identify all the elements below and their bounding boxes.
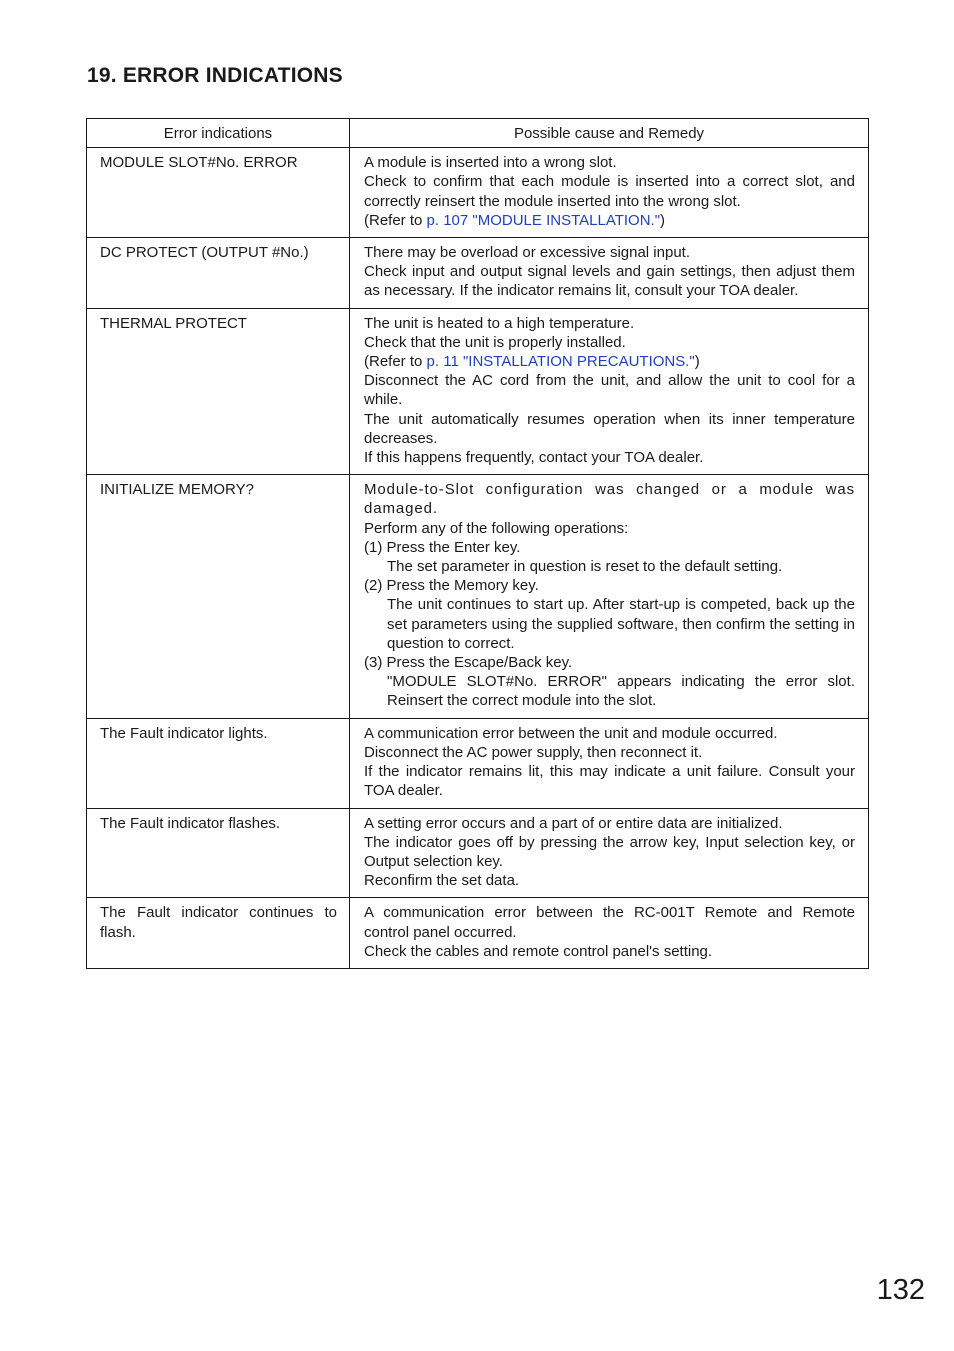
remedy-line: Check the cables and remote control panel's setting. [364,942,713,960]
remedy-line: The unit is heated to a high temperature. [364,314,635,332]
reference-line [364,352,855,371]
remedy [350,308,869,475]
remedy-line: Check input and output signal levels and gain settings, then adjust them as necessary. If the indicator remains lit, consult your TOA dealer. [364,263,855,300]
reference-suffix: ) [694,353,700,371]
error-indication: The Fault indicator lights. [87,718,350,808]
error-indication: MODULE SLOT#No. ERROR [87,148,350,238]
section-title: 19. ERROR INDICATIONS [87,64,343,87]
header-possible-cause-remedy: Possible cause and Remedy [350,119,869,148]
operation-step: (3) Press the Escape/Back key. [364,654,573,672]
remedy [350,808,869,898]
operation-step-detail: "MODULE SLOT#No. ERROR" appears indicating the error slot. Reinsert the correct module into the slot. [387,673,855,710]
remedy-line: There may be overload or excessive signal input. [364,244,691,262]
remedy-line: A communication error between the RC-001T Remote and Remote control panel occurred. [364,904,855,941]
installation-precautions-link[interactable]: p. 11 "INSTALLATION PRECAUTIONS." [426,353,695,371]
table-row [87,308,869,475]
remedy-line: A communication error between the unit and module occurred. [364,724,778,742]
table-row [87,148,869,238]
error-indication: THERMAL PROTECT [87,308,350,475]
table-header-row [87,119,869,148]
reference-prefix: (Refer to [364,353,427,371]
remedy [350,475,869,718]
remedy [350,898,869,969]
remedy-line: Perform any of the following operations: [364,519,629,537]
remedy [350,718,869,808]
remedy-line: Check that the unit is properly installed. [364,333,626,351]
page-number: 132 [876,1274,925,1306]
reference-line [364,211,855,230]
error-indications-table [86,118,869,969]
table-row [87,808,869,898]
remedy-line: Disconnect the AC power supply, then reconnect it. [364,743,703,761]
remedy [350,238,869,309]
remedy [350,148,869,238]
error-indication: DC PROTECT (OUTPUT #No.) [87,238,350,309]
table-row [87,718,869,808]
error-indication: INITIALIZE MEMORY? [87,475,350,718]
operation-step-detail: The set parameter in question is reset to the default setting. [387,558,783,576]
table-row [87,475,869,718]
reference-prefix: (Refer to [364,211,427,229]
remedy-line: If the indicator remains lit, this may indicate a unit failure. Consult your TOA dealer. [364,763,855,800]
remedy-line: Module-to-Slot configuration was changed or a module was damaged. [364,481,855,518]
operation-step: (2) Press the Memory key. [364,577,539,595]
error-indication: The Fault indicator continues to flash. [87,898,350,969]
table-row [87,898,869,969]
module-installation-link[interactable]: p. 107 "MODULE INSTALLATION." [426,211,661,229]
remedy-line: The unit automatically resumes operation when its inner temperature decreases. [364,410,855,447]
remedy-line: Check to confirm that each module is inserted into a correct slot, and correctly reinsert the module inserted into the wrong slot. [364,173,855,210]
remedy-line: A module is inserted into a wrong slot. [364,154,617,172]
operation-step: (1) Press the Enter key. [364,538,521,556]
remedy-line: The indicator goes off by pressing the arrow key, Input selection key, or Output selection key. [364,833,855,870]
error-indication: The Fault indicator flashes. [87,808,350,898]
reference-suffix: ) [660,211,666,229]
remedy-line: Disconnect the AC cord from the unit, and allow the unit to cool for a while. [364,372,855,409]
operation-step-detail: The unit continues to start up. After start-up is competed, back up the set parameters using the supplied software, then confirm the setting in question to correct. [387,596,855,652]
table-row [87,238,869,309]
remedy-line: If this happens frequently, contact your TOA dealer. [364,449,704,467]
remedy-line: Reconfirm the set data. [364,872,520,890]
header-error-indications: Error indications [87,119,350,148]
remedy-line: A setting error occurs and a part of or entire data are initialized. [364,814,783,832]
